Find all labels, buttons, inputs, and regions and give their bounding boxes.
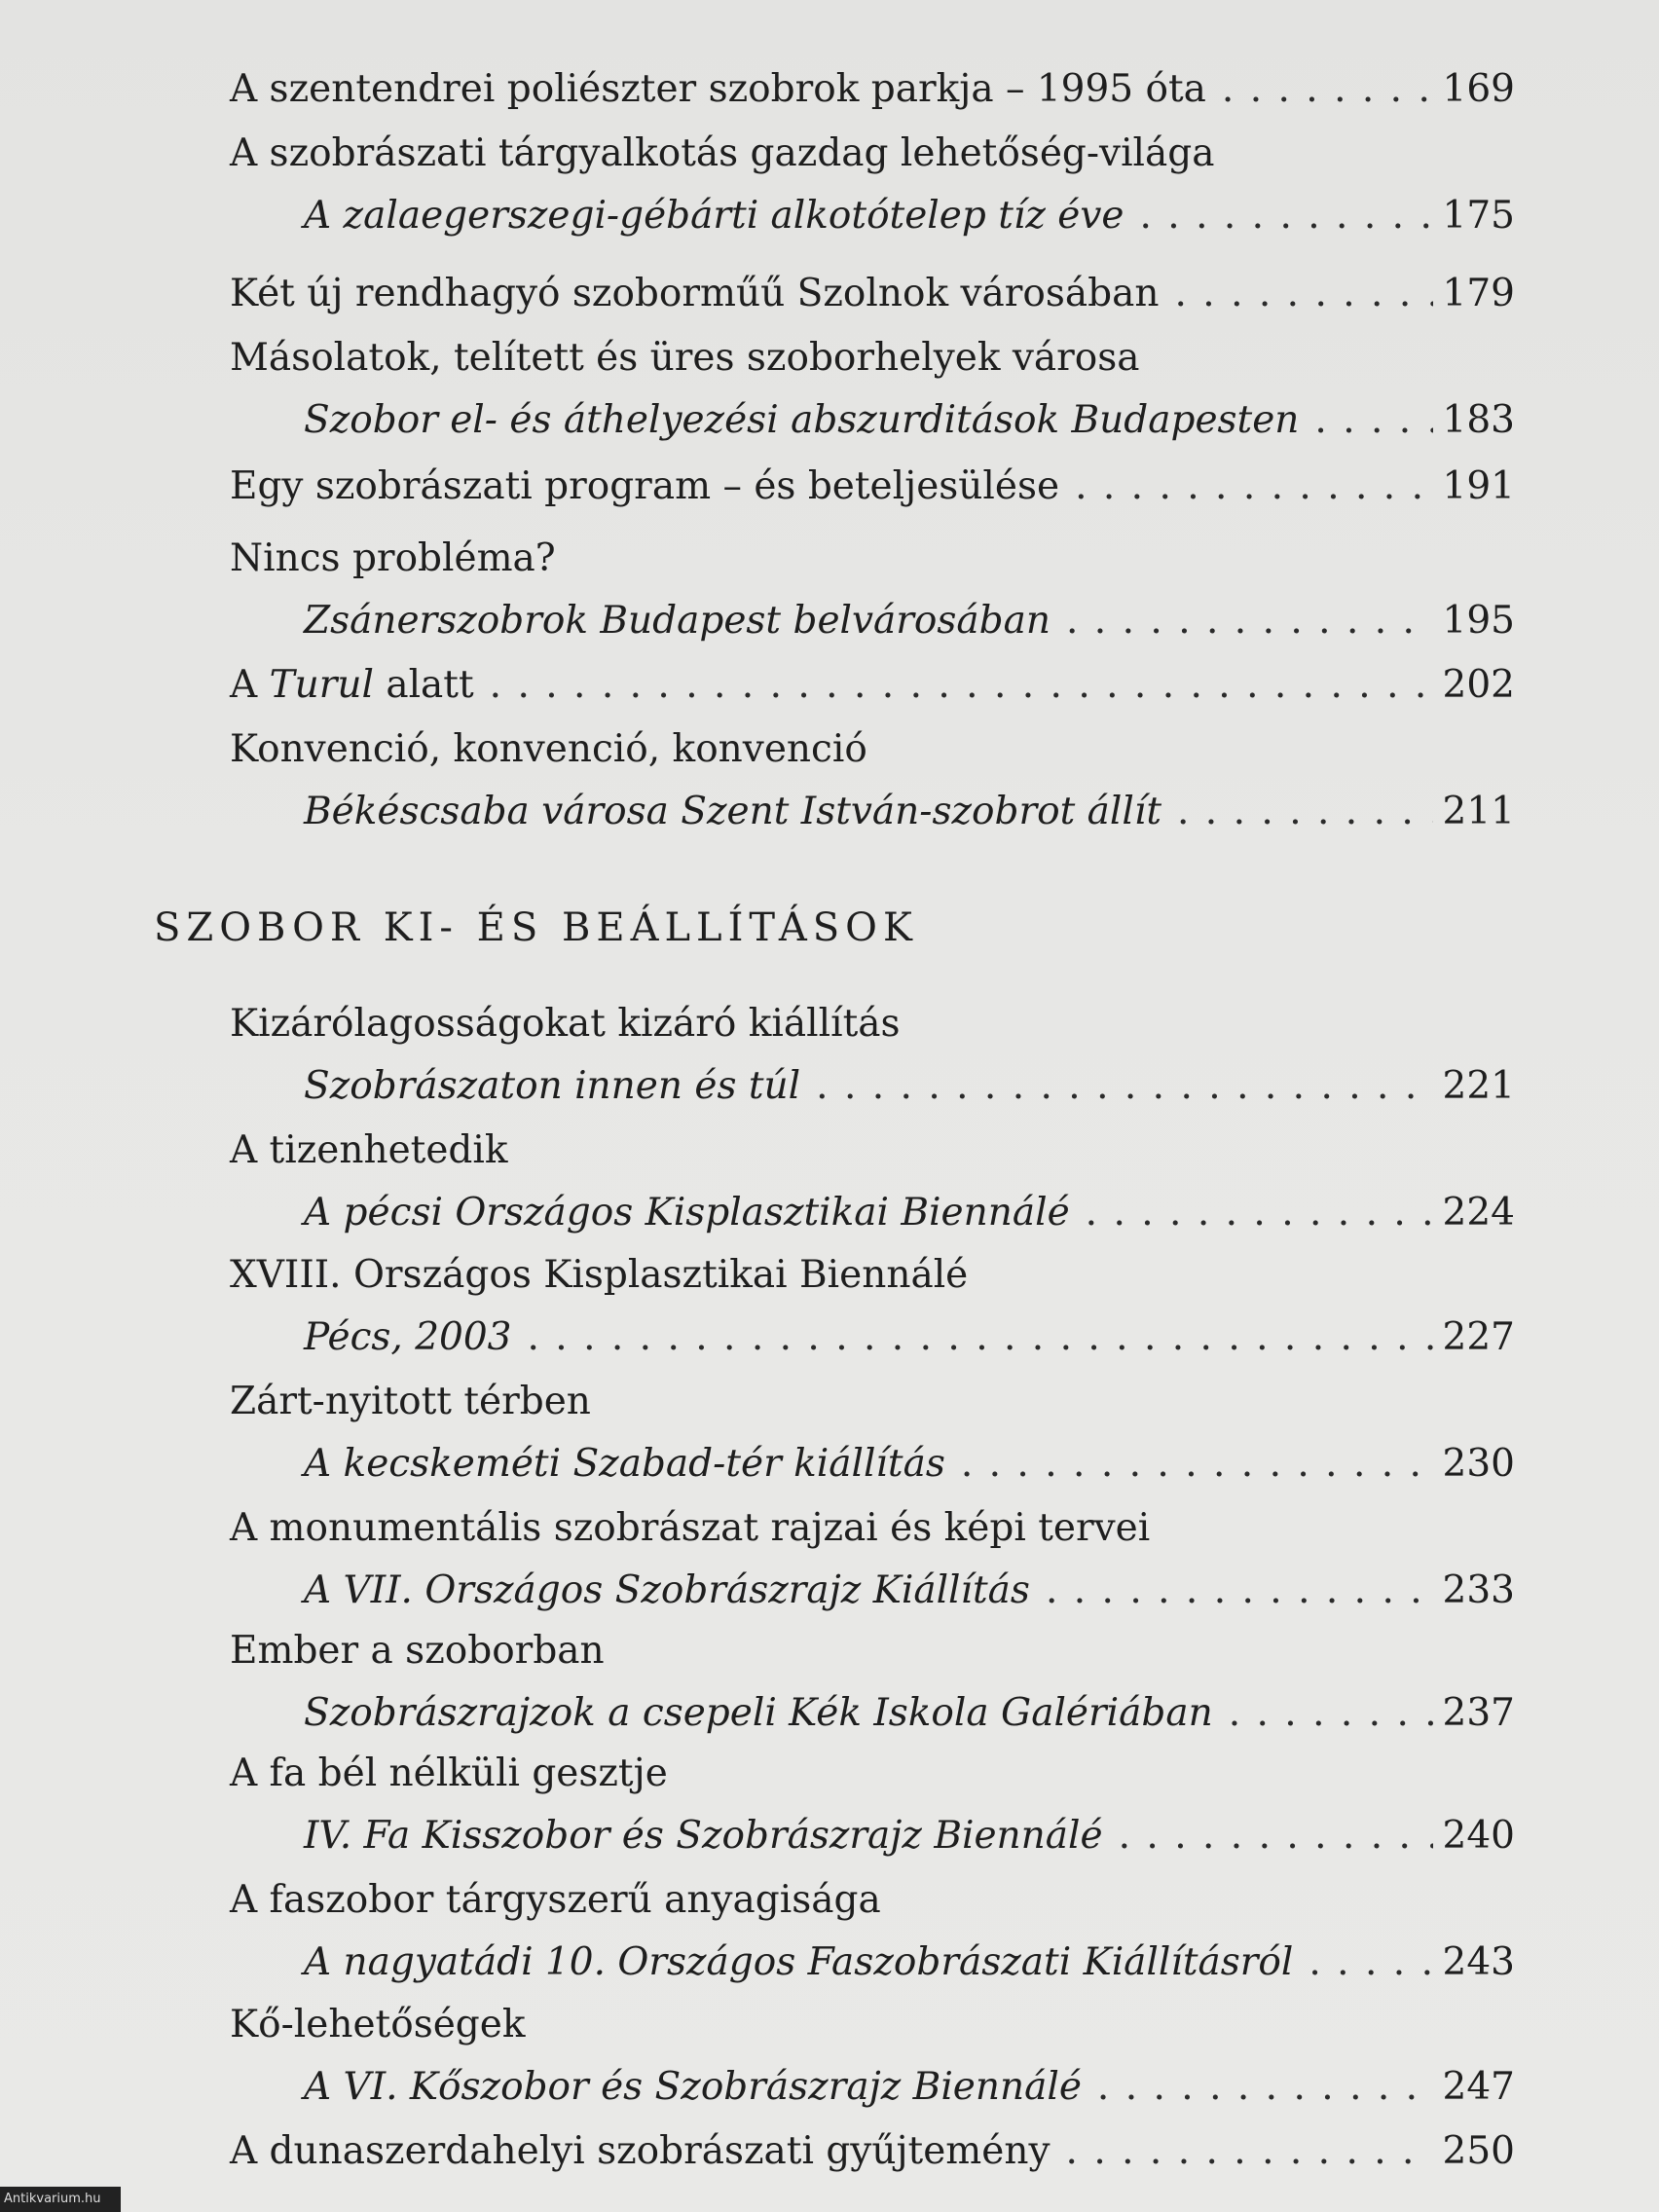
toc-page-number: 195	[1442, 599, 1515, 643]
toc-page-number: 175	[1442, 194, 1515, 238]
toc-page-number: 230	[1442, 1442, 1515, 1486]
toc-row	[230, 1684, 1515, 1747]
toc-page-number: 191	[1442, 464, 1515, 508]
toc-subtitle: A nagyatádi 10. Országos Faszobrászati Kiállításról	[304, 1940, 1294, 1984]
toc-row	[230, 329, 1515, 391]
leader-dots	[1086, 1184, 1433, 1242]
toc-row	[230, 1996, 1515, 2058]
toc-title: A dunaszerdahelyi szobrászati gyűjtemény	[230, 2129, 1051, 2173]
toc-page-number: 250	[1442, 2129, 1515, 2173]
toc-title	[230, 656, 474, 715]
leader-dots	[1119, 1807, 1433, 1865]
leader-dots	[816, 1057, 1432, 1116]
toc-row	[230, 1184, 1515, 1246]
leader-dots	[1222, 60, 1433, 119]
toc-subtitle: A VII. Országos Szobrászrajz Kiállítás	[304, 1568, 1030, 1612]
toc-entry	[230, 125, 1515, 249]
toc-page-number: 247	[1442, 2065, 1515, 2109]
toc-entry	[230, 1499, 1515, 1624]
toc-page-number: 221	[1442, 1064, 1515, 1108]
toc-page-number: 233	[1442, 1568, 1515, 1612]
toc-title: Kizárólagosságokat kizáró kiállítás	[230, 1002, 901, 1046]
toc-entry	[230, 60, 1515, 123]
toc-title-post: alatt	[373, 663, 474, 707]
toc-entry	[230, 1246, 1515, 1371]
toc-title: Konvenció, konvenció, konvenció	[230, 727, 867, 771]
toc-row	[230, 1246, 1515, 1309]
toc-entry	[230, 329, 1515, 454]
toc-entry	[230, 1745, 1515, 1869]
toc-title: A monumentális szobrászat rajzai és képi tervei	[230, 1506, 1151, 1550]
leader-dots	[1177, 783, 1433, 841]
toc-subtitle: Pécs, 2003	[304, 1315, 512, 1359]
toc-page-number: 179	[1442, 272, 1515, 315]
toc-entry	[230, 995, 1515, 1120]
toc-row	[230, 125, 1515, 187]
toc-row	[230, 187, 1515, 249]
leader-dots	[1066, 592, 1433, 650]
toc-row	[230, 1871, 1515, 1934]
toc-title: XVIII. Országos Kisplasztikai Biennálé	[230, 1253, 969, 1297]
toc-row	[230, 1934, 1515, 1996]
leader-dots	[1046, 1562, 1433, 1620]
toc-row	[230, 1807, 1515, 1869]
toc-entry	[230, 458, 1515, 520]
toc-entry	[230, 530, 1515, 654]
section-heading: SZOBOR KI- ÉS BEÁLLÍTÁSOK	[154, 905, 918, 950]
toc-row	[230, 265, 1515, 327]
toc-subtitle: A pécsi Országos Kisplasztikai Biennálé	[304, 1191, 1070, 1235]
toc-entry	[230, 1373, 1515, 1497]
toc-title: Két új rendhagyó szoborműű Szolnok városában	[230, 272, 1160, 315]
toc-subtitle: Szobrászrajzok a csepeli Kék Iskola Galériában	[304, 1691, 1213, 1735]
toc-title-pre: A	[230, 663, 270, 707]
toc-row	[230, 1622, 1515, 1684]
leader-dots	[1309, 1934, 1432, 1992]
toc-row	[230, 2058, 1515, 2120]
toc-page-number: 240	[1442, 1814, 1515, 1858]
toc-page-number: 202	[1442, 663, 1515, 707]
toc-title: Másolatok, telített és üres szoborhelyek városa	[230, 336, 1140, 380]
toc-page-number: 243	[1442, 1940, 1515, 1984]
toc-row	[230, 1373, 1515, 1435]
toc-page-number: 224	[1442, 1191, 1515, 1235]
leader-dots	[1097, 2058, 1433, 2117]
toc-page-number: 237	[1442, 1691, 1515, 1735]
toc-entry	[230, 1871, 1515, 1996]
toc-row	[230, 1435, 1515, 1497]
toc-title: A szobrászati tárgyalkotás gazdag lehetőség-világa	[230, 131, 1215, 175]
toc-row	[230, 1309, 1515, 1371]
toc-entry	[230, 656, 1515, 719]
toc-title: A tizenhetedik	[230, 1128, 508, 1172]
leader-dots	[1140, 187, 1433, 245]
toc-row	[230, 783, 1515, 845]
toc-title-emphasis: Turul	[269, 663, 374, 707]
toc-subtitle: Szobrászaton innen és túl	[304, 1064, 801, 1108]
toc-subtitle: Szobor el- és áthelyezési abszurditások Budapesten	[304, 398, 1300, 442]
leader-dots	[527, 1309, 1432, 1367]
leader-dots	[961, 1435, 1433, 1493]
toc-entry	[230, 1622, 1515, 1747]
toc-row	[230, 592, 1515, 654]
toc-row	[230, 1057, 1515, 1120]
toc-subtitle: Zsánerszobrok Budapest belvárosában	[304, 599, 1051, 643]
toc-subtitle: A zalaegerszegi-gébárti alkotótelep tíz éve	[304, 194, 1124, 238]
watermark: Antikvarium.hu	[0, 2187, 121, 2212]
toc-page-number: 227	[1442, 1315, 1515, 1359]
toc-entry	[230, 1122, 1515, 1246]
toc-title: Nincs probléma?	[230, 536, 556, 580]
toc-subtitle: IV. Fa Kisszobor és Szobrászrajz Biennálé	[304, 1814, 1103, 1858]
toc-row	[230, 2122, 1515, 2185]
toc-row	[230, 1122, 1515, 1184]
toc-page-number: 211	[1442, 790, 1515, 833]
leader-dots	[1066, 2122, 1433, 2181]
toc-title: Egy szobrászati program – és beteljesülése	[230, 464, 1060, 508]
leader-dots	[1314, 391, 1432, 450]
toc-page-number: 169	[1442, 67, 1515, 111]
toc-title: Zárt-nyitott térben	[230, 1380, 591, 1423]
toc-title: A szentendrei poliészter szobrok parkja – 1995 óta	[230, 67, 1206, 111]
toc-subtitle: Békéscsaba városa Szent István-szobrot állít	[304, 790, 1162, 833]
toc-entry	[230, 1996, 1515, 2120]
toc-title: Kő-lehetőségek	[230, 2003, 526, 2046]
toc-row	[230, 720, 1515, 783]
leader-dots	[1229, 1684, 1433, 1743]
toc-entry	[230, 2122, 1515, 2185]
toc-page-number: 183	[1442, 398, 1515, 442]
toc-row	[230, 530, 1515, 592]
toc-subtitle: A kecskeméti Szabad-tér kiállítás	[304, 1442, 945, 1486]
leader-dots	[1175, 265, 1433, 323]
toc-row	[230, 1562, 1515, 1624]
toc-subtitle: A VI. Kőszobor és Szobrászrajz Biennálé	[304, 2065, 1082, 2109]
toc-title: A fa bél nélküli gesztje	[230, 1751, 668, 1795]
toc-row	[230, 458, 1515, 520]
toc-row	[230, 1745, 1515, 1807]
toc-entry	[230, 720, 1515, 845]
toc-entry	[230, 265, 1515, 327]
leader-dots	[490, 656, 1433, 715]
toc-title: A faszobor tárgyszerű anyagisága	[230, 1878, 881, 1922]
toc-title: Ember a szoborban	[230, 1629, 605, 1673]
leader-dots	[1075, 458, 1432, 516]
toc-row	[230, 391, 1515, 454]
toc-row	[230, 1499, 1515, 1562]
toc-row	[230, 60, 1515, 123]
toc-row	[230, 995, 1515, 1057]
toc-row	[230, 656, 1515, 719]
